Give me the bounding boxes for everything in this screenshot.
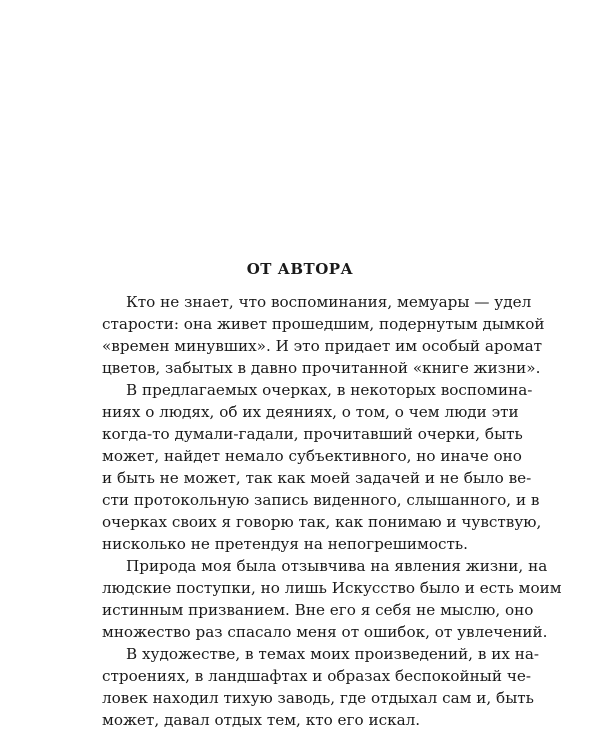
text-line: сти протокольную запись виденного, слышанного, и в — [102, 491, 540, 509]
text-line: ниях о людях, об их деяниях, о том, о чем люди эти — [102, 403, 519, 421]
text-line: очерках своих я говорю так, как понимаю и чувствую, — [102, 513, 542, 531]
text-line: нисколько не претендуя на непогрешимость. — [102, 535, 468, 553]
text-line: Природа моя была отзывчива на явления жизни, на — [126, 557, 548, 575]
text-line: людские поступки, но лишь Искусство было и есть моим — [102, 579, 562, 597]
text-line: может, найдет немало субъективного, но иначе оно — [102, 447, 522, 465]
text-line: истинным призванием. Вне его я себя не мыслю, оно — [102, 601, 534, 619]
text-line: «времен минувших». И это придает им особый аромат — [102, 337, 543, 355]
text-line: Кто не знает, что воспоминания, мемуары — удел — [126, 293, 532, 311]
text-line: старости: она живет прошедшим, подернутым дымкой — [102, 315, 545, 333]
text-line: В художестве, в темах моих произведений, в их на- — [126, 645, 540, 663]
text-line: строениях, в ландшафтах и образах беспокойный че- — [102, 667, 532, 685]
text-line: В предлагаемых очерках, в некоторых воспомина- — [126, 381, 533, 399]
text-line: может, давал отдых тем, кто его искал. — [102, 711, 421, 729]
text-line: множество раз спасало меня от ошибок, от увлечений. — [102, 623, 548, 641]
text-line: и быть не может, так как моей задачей и не было ве- — [102, 469, 532, 487]
page-title: ОТ АВТОРА — [246, 260, 354, 278]
text-line: когда-то думали-гадали, прочитавший очерки, быть — [102, 425, 523, 443]
text-line: цветов, забытых в давно прочитанной «книге жизни». — [102, 359, 541, 377]
text-line: ловек находил тихую заводь, где отдыхал сам и, быть — [102, 689, 534, 707]
body-text — [102, 291, 562, 731]
